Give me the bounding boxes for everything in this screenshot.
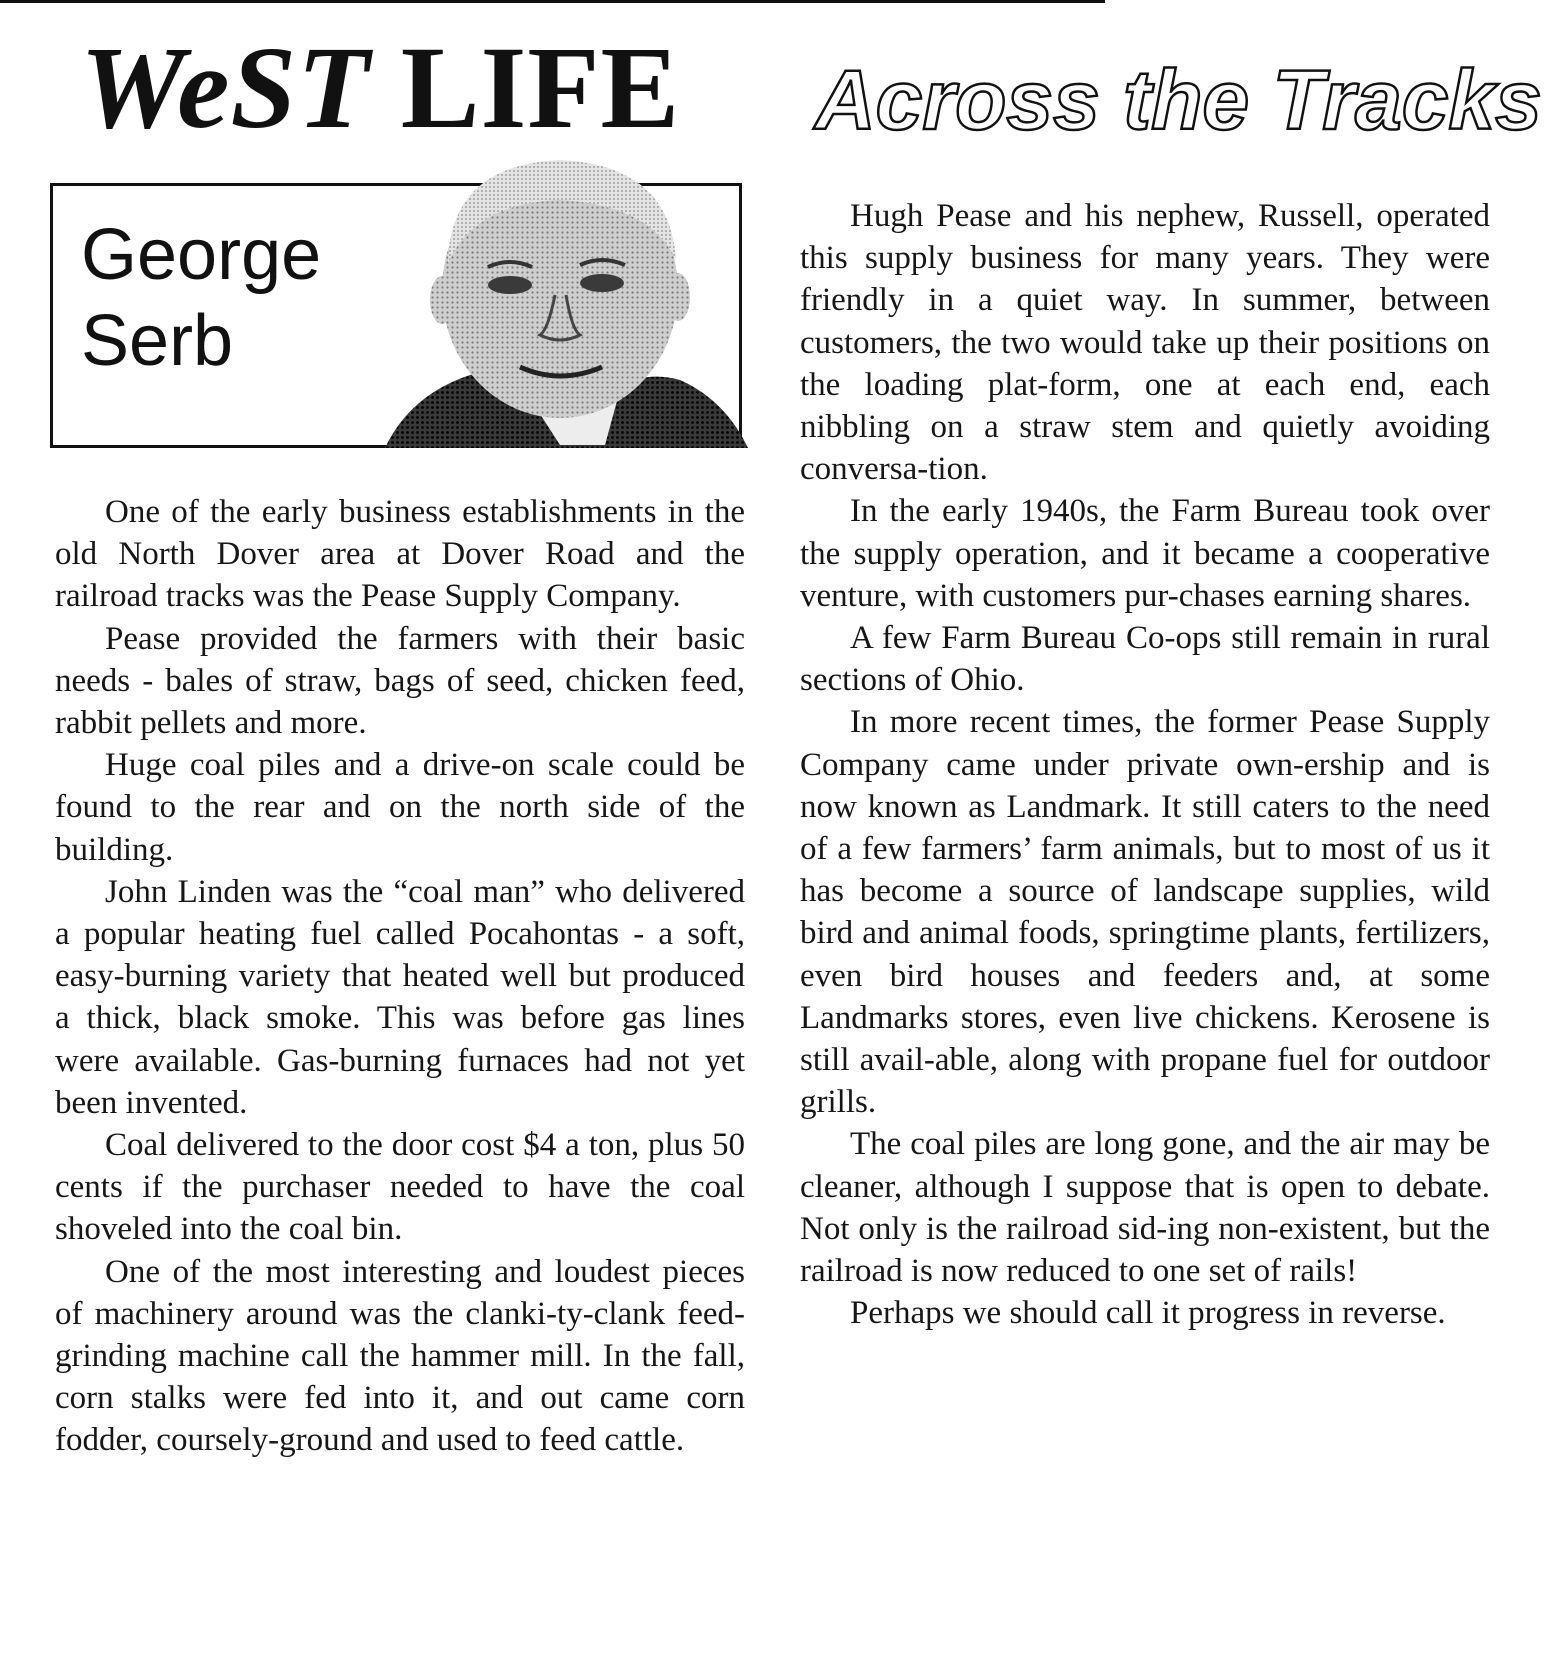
paragraph: One of the most interesting and loudest pieces of machinery around was the clanki-ty-clank feed-grinding machine call the hammer mill. In the fall, corn stalks were fed into it, and out came corn fodder, coursely-ground and used to feed cattle. (55, 1253, 745, 1459)
portrait-right-eye (580, 274, 624, 292)
paragraph: In more recent times, the former Pease Supply Company came under private own-ership and is now known as Landmark. It still caters to the need of a few farmers’ farm animals, but to most of us it has become a source of landscape supplies, wild bird and animal foods, springtime plants, fertilizers, even bird houses and feeders and, at some Landmarks stores, even live chickens. Kerosene is still avail-able, along with propane fuel for outdoor grills. (800, 704, 1490, 1121)
portrait-left-eye (488, 276, 532, 294)
author-portrait (380, 145, 750, 450)
author-first-name: George (81, 215, 322, 295)
portrait-right-ear (666, 273, 690, 321)
top-rule (0, 0, 1105, 3)
article-right-column (800, 195, 1490, 1334)
paragraph: A few Farm Bureau Co-ops still remain in rural sections of Ohio. (800, 620, 1490, 699)
column-title-life: LIFE (370, 22, 681, 153)
portrait-left-ear (430, 276, 454, 324)
article-left-column (55, 491, 745, 1462)
paragraph: In the early 1940s, the Farm Bureau took over the supply operation, and it became a cooperative venture, with customers pur-chases earning shares. (800, 493, 1490, 614)
paragraph: Coal delivered to the door cost $4 a ton, plus 50 cents if the purchaser needed to have the coal shoveled into the coal bin. (55, 1127, 745, 1248)
author-name (81, 212, 321, 384)
masthead (80, 22, 1542, 153)
paragraph: One of the early business establishments in the old North Dover area at Dover Road and the railroad tracks was the Pease Supply Company. (55, 494, 745, 615)
column-subtitle: Across the Tracks (815, 53, 1542, 147)
author-last-name: Serb (81, 301, 234, 381)
paragraph: Hugh Pease and his nephew, Russell, operated this supply business for many years. They were friendly in a quiet way. In summer, between customers, the two would take up their positions on the loading plat-form, one at each end, each nibbling on a straw stem and quietly avoiding conversa-tion. (800, 198, 1490, 488)
paragraph: Huge coal piles and a drive-on scale could be found to the rear and on the north side of the building. (55, 747, 745, 868)
paragraph: Perhaps we should call it progress in reverse. (850, 1295, 1446, 1332)
column-title (80, 22, 681, 153)
paragraph: The coal piles are long gone, and the air may be cleaner, although I suppose that is open to debate. Not only is the railroad sid-ing non-existent, but the railroad is now reduced to one set of rails! (800, 1126, 1490, 1290)
paragraph: John Linden was the “coal man” who delivered a popular heating fuel called Pocahontas - a soft, easy-burning variety that heated well but produced a thick, black smoke. This was before gas lines were available. Gas-burning furnaces had not yet been invented. (55, 873, 745, 1121)
paragraph: Pease provided the farmers with their basic needs - bales of straw, bags of seed, chicken feed, rabbit pellets and more. (55, 620, 745, 742)
column-title-west: WeST (80, 22, 371, 153)
